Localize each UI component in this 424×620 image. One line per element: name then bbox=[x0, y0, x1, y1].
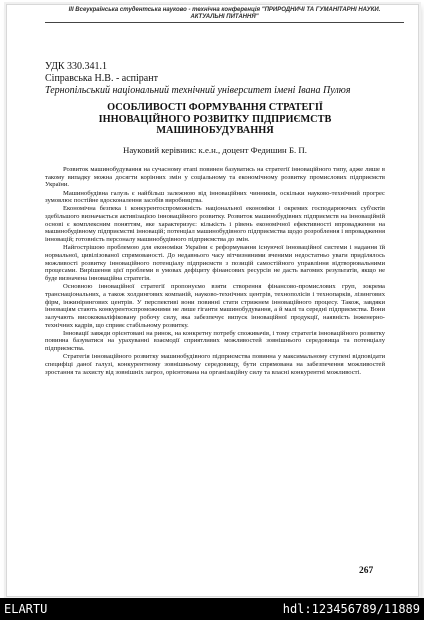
title-line-1: ОСОБЛИВОСТІ ФОРМУВАННЯ СТРАТЕГІЇ bbox=[107, 102, 323, 113]
document-page bbox=[6, 4, 419, 597]
paragraph: Основною інноваційної стратегії пропонуємо взяти створення фінансово-промислових груп, зокрема транснаціональних, а також холдингових компаній, науково-технічних центрів, технополісів і технопарків, лізингових фірм, інжинірингових центрів. У перспективі вони повинні стати стрижнем інноваційного процесу. Також, завдяки інноваціям стають конкурентоспроможними не лише гіганти машинобудування, а й малі та середні підприємства. Вони залучають висококваліфіковану робочу силу, яка забезпечує випуск інноваційної продукції, наявність інженерно-технічних кадрів, що сприяє стабільному розвитку. bbox=[45, 283, 385, 329]
repository-name: ELARTU bbox=[4, 602, 48, 616]
page-number: 267 bbox=[359, 566, 374, 576]
header-line-1: ІІІ Всеукраїнська студентська науково - технічна конференція "ПРИРОДНИЧІ ТА ГУМАНІТАРНІ НАУКИ. bbox=[68, 7, 381, 13]
paragraph: Найгострішою проблемою для економіки України є реформування існуючої інноваційної системи і надання їй нормальної, цивілізованої спрямованості. До недавнього часу вітчизняними вченими недостатньо уваги приділялось можливості розвитку інноваційного потенціалу підприємств з позицій самостійного управління відтворювальними процесами. Вирішення цієї проблеми в умовах дефіциту фінансових ресурсів не дасть вагомих результатів, якщо не буде визначена інноваційна стратегія. bbox=[45, 244, 385, 283]
paragraph: Розвиток машинобудування на сучасному етапі повинен базуватись на стратегії інноваційного типу, адже лише в такому випадку можна досягти корінних змін у соціальному та економічному розвитку промислових підприємств України. bbox=[45, 166, 385, 189]
handle-identifier: hdl:123456789/11889 bbox=[282, 602, 420, 616]
udk-code: УДК 330.341.1 bbox=[45, 61, 108, 72]
paragraph: Економічна безпека і конкурентоспроможність національної економіки і окремих господарюючих суб'єктів здебільшого визначається активізацією інноваційного розвитку. Розвиток машинобудівних підприємств на інноваційній основі є комплексним поняттям, яке характеризує: кількість і рівень економічної ефективності впровадження на машинобудівному підприємстві інновацій; потенціал машинобудівного підприємства щодо розроблення і впровадження інновацій; готовність персоналу машинобудівного підприємства до змін. bbox=[45, 205, 385, 244]
title-line-2: ІННОВАЦІЙНОГО РОЗВИТКУ ПІДПРИЄМСТВ bbox=[98, 113, 332, 125]
header-line-2: АКТУАЛЬНІ ПИТАННЯ" bbox=[190, 14, 259, 20]
scientific-advisor: Науковий керівник: к.е.н., доцент Федишин Б. П. bbox=[123, 145, 307, 155]
repository-footer bbox=[0, 598, 424, 620]
paragraph: Машинобудівна галузь є найбільш залежною від інноваційних чинників, оскільки науково-технічний прогрес зумовлює постійне вдосконалення засобів виробництва. bbox=[45, 189, 385, 205]
article-title bbox=[45, 102, 385, 137]
article-meta bbox=[45, 61, 385, 97]
article-body bbox=[45, 166, 385, 377]
affiliation: Тернопільський національний технічний університет імені Івана Пулюя bbox=[45, 85, 351, 96]
paragraph: Стратегія інноваційного розвитку машинобудівного підприємства повинна у максимальному ступені відповідати специфіці даної галузі, конкурентному зовнішньому середовищу, бути спрямована на забезпечення можливостей зростання та захисту від зовнішніх загроз, орієнтована на організаційну силу та власні конкурентні можливості. bbox=[45, 353, 385, 376]
author-name: Сіправська Н.В. - аспірант bbox=[45, 73, 158, 84]
paragraph: Інновації завжди орієнтовані на ринок, на конкретну потребу споживачів, і тому стратегія інноваційного розвитку повинна базуватися на урахуванні взаємодії сприятливих можливостей зовнішнього середовища та потенціалу підприємства. bbox=[45, 329, 385, 353]
title-line-3: МАШИНОБУДУВАННЯ bbox=[156, 125, 274, 136]
running-header bbox=[45, 7, 404, 23]
